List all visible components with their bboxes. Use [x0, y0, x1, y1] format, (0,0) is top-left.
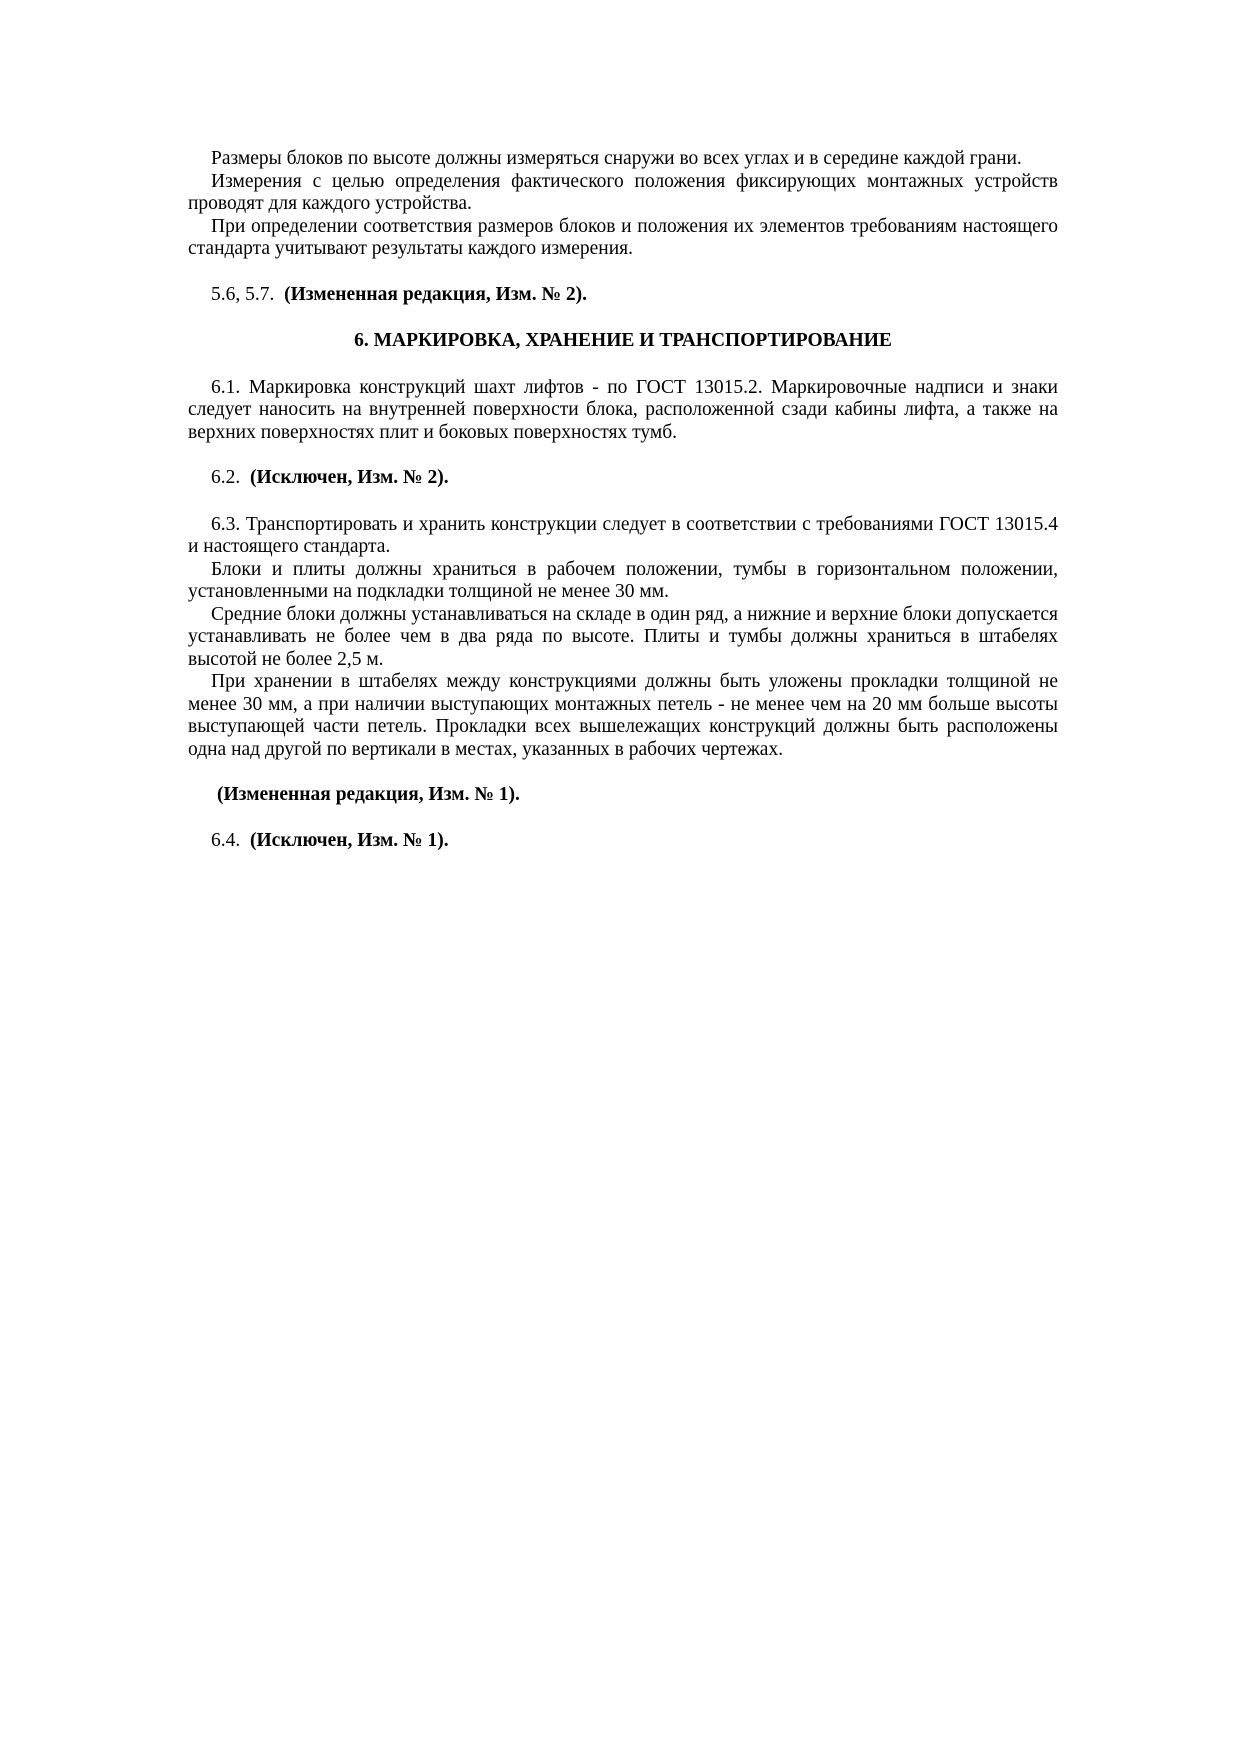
section-6-heading: 6. МАРКИРОВКА, ХРАНЕНИЕ И ТРАНСПОРТИРОВАНИЕ — [354, 330, 892, 351]
paragraph-6-1: 6.1. Маркировка конструкций шахт лифтов - по ГОСТ 13015.2. Маркировочные надписи и знаки следует наносить на внутренней поверхности блока, расположенной сзади кабины лифта, а также на верхних поверхностях плит и боковых поверхностях тумб. — [188, 376, 1058, 443]
paragraph-fixing-devices-measure: Измерения с целью определения фактического положения фиксирующих монтажных устройств проводят для каждого устройства. — [188, 170, 1058, 214]
paragraph-6-4-prefix: 6.4. — [211, 829, 241, 851]
paragraph-6-3-stacking: Средние блоки должны устанавливаться на складе в один ряд, а нижние и верхние блоки допускается устанавливать не более чем в два ряда по высоте. Плиты и тумбы должны храниться в штабелях высотой не более 2,5 м. — [188, 603, 1058, 670]
note-6-3 — [188, 784, 1058, 807]
note-5-6-5-7 — [188, 284, 1058, 307]
note-6-3-text: (Измененная редакция, Изм. № 1). — [217, 784, 520, 805]
document-page — [188, 148, 1058, 852]
paragraph-6-2-text: (Исключен, Изм. № 2). — [250, 467, 449, 488]
paragraph-block-height-measure: Размеры блоков по высоте должны измеряться снаружи во всех углах и в середине каждой грани. — [211, 148, 1022, 169]
paragraph-6-4-text: (Исключен, Изм. № 1). — [250, 829, 449, 851]
paragraph-6-4 — [188, 830, 1058, 853]
paragraph-compliance-measure: При определении соответствия размеров блоков и положения их элементов требованиям настоящего стандарта учитывают результаты каждого измерения. — [188, 215, 1058, 259]
paragraph-6-3-spacers: При хранении в штабелях между конструкциями должны быть уложены прокладки толщиной не менее 30 мм, а при наличии выступающих монтажных петель - не менее чем на 20 мм больше высоты выступающей части петель. Прокладки всех вышележащих конструкций должны быть расположены одна над другой по вертикали в местах, указанных в рабочих чертежах. — [188, 671, 1058, 760]
paragraph-6-3-storage-position: Блоки и плиты должны храниться в рабочем положении, тумбы в горизонтальном положении, установленными на подкладки толщиной не менее 30 мм. — [188, 558, 1058, 602]
note-5-6-5-7-text: (Измененная редакция, Изм. № 2). — [284, 283, 588, 305]
paragraph-6-3: 6.3. Транспортировать и хранить конструкции следует в соответствии с требованиями ГОСТ 13015.4 и настоящего стандарта. — [188, 513, 1058, 557]
paragraph-6-2 — [188, 467, 1058, 490]
paragraph-6-2-prefix: 6.2. — [211, 467, 241, 488]
note-5-6-5-7-prefix: 5.6, 5.7. — [211, 283, 275, 305]
